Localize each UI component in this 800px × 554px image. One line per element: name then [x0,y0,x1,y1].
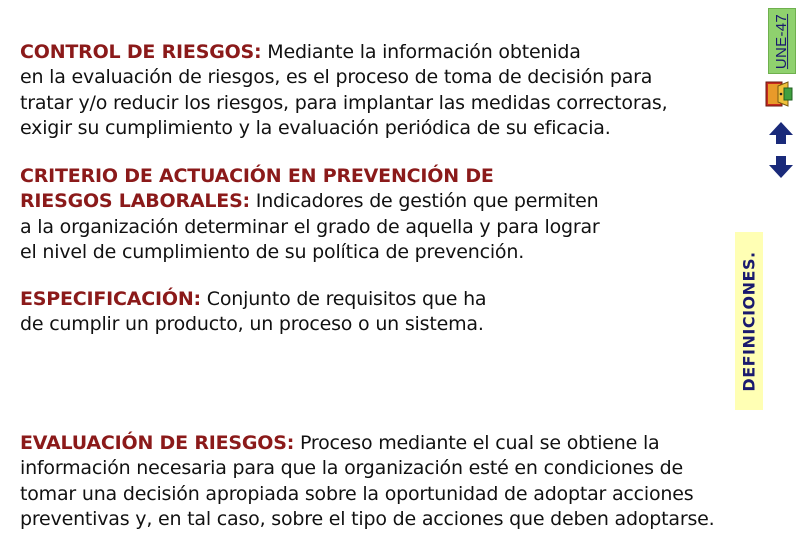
definition-line: tomar una decisión apropiada sobre la oportunidad de adoptar acciones [20,482,694,505]
arrow-down-icon[interactable] [768,154,794,180]
definition-criterio-de-actuacion [20,164,600,265]
definition-term: ESPECIFICACIÓN: [20,288,201,310]
definition-term: CRITERIO DE ACTUACIÓN EN PREVENCIÓN DE [20,165,494,187]
une-47-link[interactable] [768,8,796,74]
definition-line: tratar y/o reducir los riesgos, para implantar las medidas correctoras, [20,91,668,114]
definition-line [20,40,667,65]
exit-door-icon[interactable] [764,80,794,108]
definition-line [20,189,600,214]
definition-line: el nivel de cumplimiento de su política de prevención. [20,240,525,263]
definition-especificacion [20,287,486,338]
definition-evaluacion-de-riesgos [20,431,714,532]
definition-term: EVALUACIÓN DE RIESGOS: [20,432,295,454]
definition-term: RIESGOS LABORALES: [20,190,250,213]
definition-line [20,287,486,312]
definition-line: exigir su cumplimiento y la evaluación periódica de su eficacia. [20,116,611,139]
section-label-text: DEFINICIONES. [739,250,759,392]
arrow-up-icon[interactable] [768,120,794,146]
definition-line: a la organización determinar el grado de aquella y para lograr [20,215,600,238]
definition-text: Conjunto de requisitos que ha [200,288,487,310]
definition-control-de-riesgos [20,40,667,141]
definition-line: de cumplir un producto, un proceso o un sistema. [20,313,484,336]
definition-line: en la evaluación de riesgos, es el proceso de toma de decisión para [20,66,653,89]
definition-text: Indicadores de gestión que permiten [249,190,599,213]
section-label-definiciones [735,232,763,410]
definition-line: información necesaria para que la organización esté en condiciones de [20,457,684,480]
une-47-label: UNE-47 [773,13,791,69]
definition-line: preventivas y, en tal caso, sobre el tipo de acciones que deben adoptarse. [20,507,715,530]
definition-text: Proceso mediante el cual se obtiene la [294,432,660,454]
definition-line [20,431,714,456]
definition-text: Mediante la información obtenida [261,41,581,63]
definition-term: CONTROL DE RIESGOS: [20,41,262,63]
